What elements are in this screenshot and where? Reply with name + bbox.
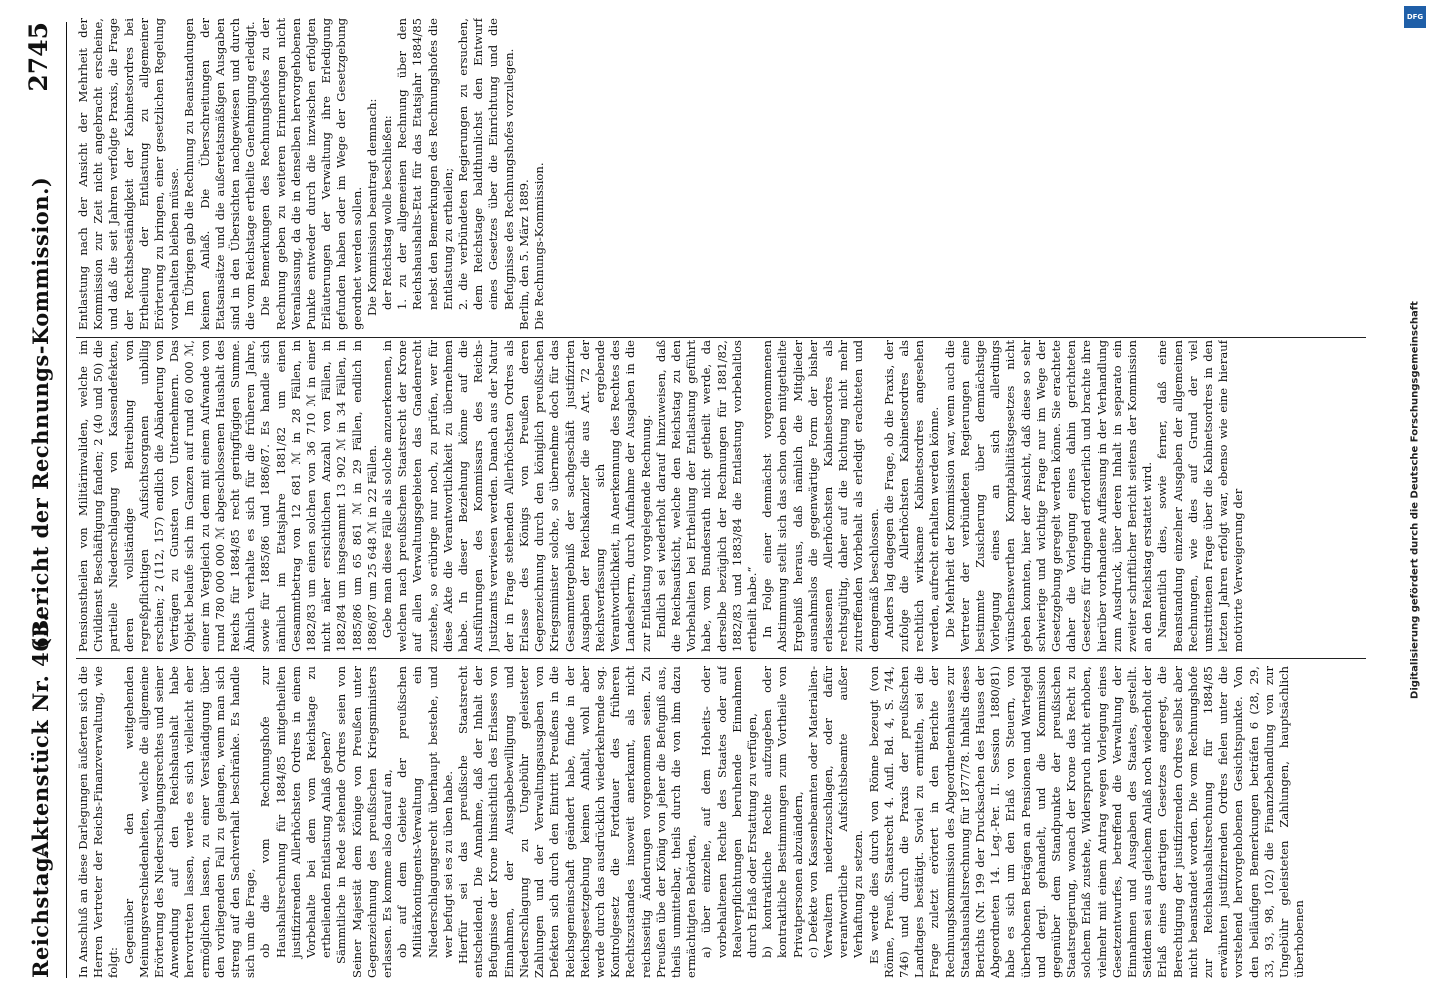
paragraph: Endlich sei wiederholt darauf hinzuweisen, daß die Reichsaufsicht, welche den Reichstag zu den Vorbehalten bei Ertheilung der Entlastung geführt habe, vom Bundesrath nicht getheilt werde, da derselbe bezüglich der Rechnungen für 1881/82, 1882/83 und 1883/84 die Entlastung vorbehaltlos ertheilt habe.“ (653, 340, 759, 652)
paragraph: Pensionstheilen von Militärinvaliden, welche im Civildienst Beschäftigung fanden; 2 (40 und 50) die partielle Niederschlagung von Kassendefekten, deren vollständige Beitreibung von regreßpflichtigen Aufsichtsorganen unbillig erschien; 2 (112, 157) endlich die Abänderung von Verträgen zu Gunsten von Unternehmern. Das Objekt belaufe sich im Ganzen auf rund 60 000 ℳ, einer im Vergleich zu dem mit einem Aufwande von rund 780 000 000 ℳ abgeschlossenen Haushalt des Reichs für 1884/85 recht geringfügigen Summe. Ähnlich verhalte es sich für die früheren Jahre, sowie für 1885/86 und 1886/87. Es handle sich nämlich im Etatsjahre 1881/82 um einen Gesammtbetrag von 12 681 ℳ in 28 Fällen, in 1882/83 um einen solchen von 36 710 ℳ in einer nicht näher ersichtlichen Anzahl von Fällen, in 1882/84 um insgesammt 13 902 ℳ in 34 Fällen, in 1885/86 um 65 861 ℳ in 29 Fällen, endlich in 1886/87 um 25 648 ℳ in 22 Fällen. (76, 340, 379, 652)
paragraph: 1. zu der allgemeinen Rechnung über den Reichshaushalts-Etat für das Etatsjahr 1884/85 nebst den Bemerkungen des Rechnungshofes die Entlastung zu ertheilen; (395, 18, 455, 310)
text-column-3 (76, 18, 1366, 330)
paragraph: ob die vom Rechnungshofe zur Haushaltsrechnung für 1884/85 mitgetheilten justifizirenden Allerhöchsten Ordres in einem Vorbehalte bei dem vom Reichstage zu ertheilenden Entlastung Anlaß geben? (258, 666, 334, 958)
digitization-credit-strip (1398, 0, 1432, 1000)
header-reichstag: Reichstag. (28, 849, 53, 978)
header-report-title: (Bericht der Rechnungs-Kommission.) (28, 176, 53, 648)
paragraph: Sämmtliche in Rede stehende Ordres seien von Seiner Majestät dem Könige von Preußen unter Gegenzeichnung des preußischen Kriegsministers erlassen. Es komme also darauf an, (334, 666, 395, 978)
paragraph: Gegenüber den weitgehenden Meinungsverschiedenheiten, welche die allgemeine Erörterung des Niederschlagungsrechtes und seiner Anwendung auf den Reichshaushalt habe hervortreten lassen, werde es sich vielleicht eher ermöglichen lassen, zu einer Verständigung über den vorliegenden Fall zu gelangen, wenn man sich streng auf den Sachverhalt beschränke. Es handle sich um die Frage, (121, 666, 258, 978)
paragraph: 2. die verbündeten Regierungen zu ersuchen, dem Reichstage baldthunlichst den Entwurf eines Gesetzes über die Einrichtung und die Befugnisse des Rechnungshofes vorzulegen. (456, 18, 516, 310)
paragraph: In Folge einer demnächst vorgenommenen Abstimmung stellt sich das schon oben mitgetheilte Ergebniß heraus, daß nämlich die Mitglieder ausnahmslos die gegenwärtige Form der bisher erlassenen Allerhöchsten Kabinetsordres als rechtsgültig, daher auf die Richtung nicht mehr zutreffenden Vorbehalt als erledigt erachteten und demgemäß beschlossen. (760, 340, 881, 652)
paragraph: Gebe man diese Fälle als solche anzuerkennen, in welchen nach preußischem Staatsrecht der Krone auf allen Verwaltungsgebieten das Gnadenrecht zustehe, so erübrige nur noch, zu prüfen, wer für diese Akte die Verantwortlichkeit zu übernehmen habe. In dieser Beziehung könne auf die Ausführungen des Kommissars des Reichs-Justizamts verwiesen werden. Danach aus der Natur der in Frage stehenden Allerhöchsten Ordres als Erlasse des Königs von Preußen deren Gegenzeichnung durch den königlich preußischen Kriegsminister solche, so übernehme doch für das Gesammtergebniß der sachgeschäft justifizirten Ausgaben der Reichskanzler die aus Art. 72 der Reichsverfassung sich ergebende Verantwortlichkeit, in Anerkennung des Rechtes des Landesherrn, durch Aufnahme der Ausgaben in die zur Entlastung vorgelegende Rechnung. (380, 340, 653, 652)
paragraph: Die Bemerkungen des Rechnungshofes zu der Rechnung geben zu weiteren Erinnerungen nicht Veranlassung, da die in denselben hervorgehobenen Punkte entweder durch die inzwischen erfolgten Erläuterungen der Verwaltung ihre Erledigung gefunden haben oder im Wege der Gesetzgebung geordnet werden sollen. (258, 18, 364, 330)
dfg-logo: DFG (1404, 6, 1426, 28)
paragraph: Entlastung nach der Ansicht der Mehrheit der Kommission zur Zeit nicht angebracht erscheine, und daß die seit Jahren verfolgte Praxis, die Frage der Rechtsbeständigkeit der Kabinetsordres bei Ertheilung der Entlastung zu allgemeiner Erörterung zu bringen, einer gesetzlichen Regelung vorbehalten bleiben müsse. (76, 18, 182, 330)
paragraph: a) über einzelne, auf dem Hoheits- oder vorbehaltenen Rechte des Staates oder auf Realverpflichtungen beruhende Einnahmen durch Erlaß oder Erstattung zu verfügen, (699, 666, 759, 958)
paragraph: der Reichstag wolle beschließen: (380, 115, 395, 310)
paragraph: Die Kommission beantragt demnach: (364, 98, 379, 316)
paragraph: c) Defekte von Kassenbeamten oder Materialien-Verwaltern niederzuschlagen, oder dafür verantwortliche Aufsichtsbeamte außer Verhaftung zu setzen. (805, 666, 866, 958)
text-column-2 (76, 340, 1366, 652)
paragraph: Im Übrigen gab die Rechnung zu Beanstandungen keinen Anlaß. Die Überschreitungen der Etatsansätze und die außeretatsmäßigen Ausgaben sind in den Übersichten nachgewiesen und durch die vom Reichstage ertheilte Genehmigung erledigt. (182, 18, 258, 330)
digitization-credit: Digitalisierung gefördert durch die Deutsche Forschungsgemeinschaft (1409, 301, 1421, 699)
paragraph: ob auf dem Gebiete der preußischen Militärkontingents-Verwaltung ein Niederschlagungsrecht überhaupt bestehe, und wer befugt sei es zu üben habe. (395, 666, 455, 958)
paragraph: b) kontraktliche Rechte aufzugeben oder kontraktliche Bestimmungen zum Vortheile von Privatpersonen abzuändern, (760, 666, 805, 958)
paragraph: Anders lag dagegen die Frage, ob die Praxis, der zufolge die Allerhöchsten Kabinetsordres als rechtlich wirksame Kabinetsordres angesehen werden, aufrecht erhalten werden könne. (881, 340, 942, 652)
header-document-number: Aktenstück Nr. 463. (28, 613, 53, 858)
text-column-1 (76, 666, 1366, 978)
paragraph: Die Rechnungs-Kommission. (532, 162, 547, 330)
running-head (22, 22, 67, 978)
paragraph: Hierfür sei das preußische Staatsrecht entscheidend. Die Annahme, daß der Inhalt der Befugnisse der Krone hinsichtlich des Erlasses von Einnahmen, der Ausgabebewilligung und Niederschlagung zu Ungebühr geleisteter Zahlungen und der Verwaltungsausgaben von Defekten sich durch den Eintritt Preußens in die Reichsgemeinschaft geändert habe, finde in der Reichsgesetzgebung keinen Anhalt, wohl aber werde durch das ausdrücklich wiederkehrende sog. Kontrolgesetz die Fortdauer des früheren Rechtszustandes insoweit anerkannt, als nicht reichsseitig Änderungen vorgenommen seien. Zu Preußen übe der König von jeher die Befugniß aus, theils unmittelbar, theils durch die von ihm dazu ermächtigten Behörden, (456, 666, 699, 978)
paragraph: Berlin, den 5. März 1889. (516, 179, 531, 330)
paragraph: In Anschluß an diese Darlegungen äußerten sich die Herren Vertreter der Reichs-Finanzverwaltung, wie folgt: (76, 666, 121, 978)
paragraph: Namentlich dies, sowie ferner, daß eine Beanstandung einzelner Ausgaben der allgemeinen Rechnungen, wie dies auf Grund der viel umstrittenen Frage über die Kabinetsordres in den letzten Jahren erfolgt war, ebenso wie eine hierauf motivirte Verweigerung der (1155, 340, 1246, 652)
paragraph: Die Mehrheit der Kommission war, wenn auch die Vertreter der verbündeten Regierungen eine bestimmte Zusicherung über demnächstige Vorlegung eines an sich allerdings wünschenswerthen Komptabilitätsgesetzes nicht geben konnten, hier der Ansicht, daß diese so sehr schwierige und wichtige Frage nur im Wege der Gesetzgebung geregelt werden könne. Sie erachtete daher die Vorlegung eines dahin gerichteten Gesetzes für dringend erforderlich und brachte ihre hierüber vorhandene Auffassung in der Verhandlung zum Ausdruck, über deren Inhalt in separato ein zweiter schriftlicher Bericht seitens der Kommission an den Reichstag erstattet wird. (942, 340, 1155, 652)
column-rule (76, 658, 1366, 659)
paragraph: Es werde dies durch von Rönne bezeugt (von Rönne, Preuß. Staatsrecht 4. Aufl. Bd. 4, S. 744, 746) und durch die Praxis der preußischen Landtages bestätigt. Soviel zu ermitteln, sei die Frage zuletzt erörtert in den Berichte der Rechnungskommission des Abgeordnetenhauses zur Staatshaushaltsrechnung für 1877/78. Inhalts dieses Berichts (Nr. 199 der Drucksachen des Hauses der Abgeordneten 14. Leg.-Per. II. Session 1880/81) habe es sich um den Erlaß von Steuern, von überhobenen Beträgen an Pensionen und Wartegeld und dergl. gehandelt, und die Kommission gegenüber dem Standpunkte der preußischen Staatsregierung, wonach der Krone das Recht zu solchem Erlaß zustehe, Widerspruch nicht erhoben, vielmehr mit einem Antrag wegen Vorlegung eines Gesetzentwurfes, betreffend die Verwaltung der Einnahmen und Ausgaben des Staates, gestellt. Seitdem sei aus gleichem Anlaß noch wiederholt der Erlaß eines derartigen Gesetzes angeregt, die Berechtigung der justifizirenden Ordres selbst aber nicht beanstandet worden. Die vom Rechnungshofe zur Reichshaushaltsrechnung für 1884/85 erwähnten justifizirenden Ordres fielen unter die vorstehend hervorgehobenen Gesichtspunkte. Von den beiläufigen Bemerkungen beträfen 6 (28, 29, 33, 93, 98, 102) die Finanzbehandlung von zur Ungebühr geleisteten Zahlungen, hauptsächlich überhobenen (866, 666, 1307, 978)
page-number: 2745 (24, 22, 53, 92)
column-rule (76, 337, 1366, 338)
